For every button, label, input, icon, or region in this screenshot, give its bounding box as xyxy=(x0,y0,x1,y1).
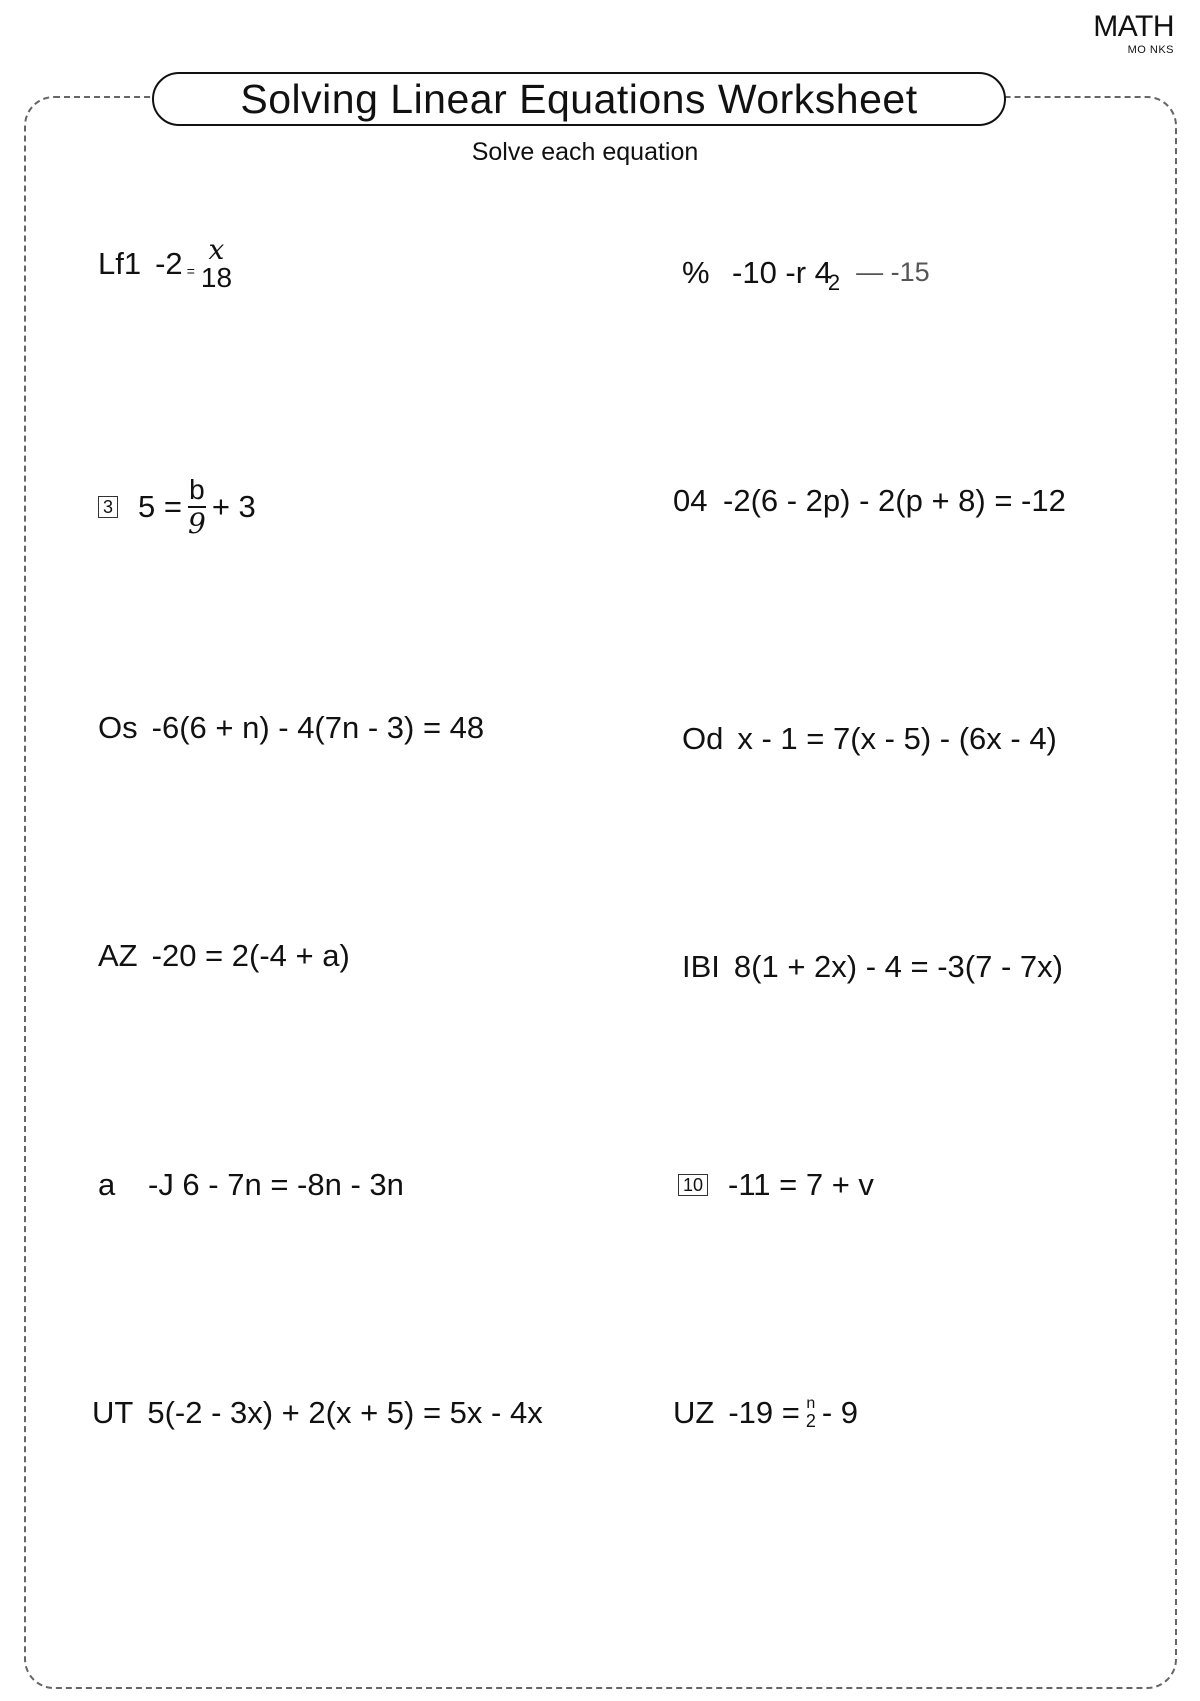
fraction-numerator: b xyxy=(189,474,205,505)
problem-12 xyxy=(673,1396,858,1430)
fraction-numerator: x xyxy=(208,233,225,266)
problem-number: Os xyxy=(98,710,138,745)
problem-4 xyxy=(673,484,1066,518)
problem-number: UT xyxy=(92,1395,134,1430)
problem-7 xyxy=(98,939,350,973)
page-title: Solving Linear Equations Worksheet xyxy=(240,75,918,122)
equation-lhs: 5 = xyxy=(138,488,182,524)
equation-rhs: — -15 xyxy=(856,257,930,288)
equation-lhs: -19 = xyxy=(728,1395,800,1430)
problem-equation: -J 6 - 7n = -8n - 3n xyxy=(148,1167,404,1202)
problem-number: 04 xyxy=(673,483,708,518)
fraction xyxy=(806,1396,816,1430)
fraction-denominator: 9 xyxy=(187,507,206,540)
problem-equation: -6(6 + n) - 4(7n - 3) = 48 xyxy=(151,710,485,745)
brand-main-text: MATH xyxy=(1093,10,1174,43)
problem-equation: 5(-2 - 3x) + 2(x + 5) = 5x - 4x xyxy=(147,1395,543,1430)
fraction xyxy=(200,233,233,293)
problem-1 xyxy=(98,233,234,293)
problem-equation xyxy=(728,1396,858,1430)
equation-subscript: 2 xyxy=(827,269,841,295)
problem-equation: -11 = 7 + v xyxy=(728,1167,874,1202)
problem-number: 3 xyxy=(98,496,118,518)
problem-equation: -2(6 - 2p) - 2(p + 8) = -12 xyxy=(723,483,1066,518)
problem-equation: 8(1 + 2x) - 4 = -3(7 - 7x) xyxy=(733,949,1063,984)
problem-equation xyxy=(732,255,930,295)
problem-equation: -20 = 2(-4 + a) xyxy=(151,938,350,973)
problem-number: 10 xyxy=(678,1174,708,1196)
brand-sub-text: MO NKS xyxy=(1127,44,1174,56)
equation-rhs: + 3 xyxy=(211,488,256,524)
problem-number: a xyxy=(98,1167,116,1202)
fraction-denominator: 2 xyxy=(805,1411,816,1432)
equation-rhs: - 9 xyxy=(821,1395,859,1430)
problem-3 xyxy=(98,476,256,538)
problem-11 xyxy=(92,1396,543,1430)
problem-equation xyxy=(155,233,234,293)
problem-9 xyxy=(98,1168,404,1202)
problem-number: IBI xyxy=(682,949,720,984)
problem-number: UZ xyxy=(673,1395,715,1430)
fraction xyxy=(188,476,206,538)
equation-lhs: -10 -r 4 xyxy=(732,255,832,290)
brand-logo xyxy=(1093,12,1174,56)
problem-number: % xyxy=(682,255,710,290)
problem-5 xyxy=(98,711,484,745)
problem-2 xyxy=(682,255,930,295)
problem-number: Od xyxy=(682,721,724,756)
problem-6 xyxy=(682,722,1057,756)
problem-10 xyxy=(678,1168,874,1202)
fraction-denominator: 18 xyxy=(200,262,233,293)
problem-equation: x - 1 = 7(x - 5) - (6x - 4) xyxy=(737,721,1057,756)
equation-lhs: -2 xyxy=(155,245,183,281)
worksheet-frame xyxy=(24,96,1177,1689)
problem-equation xyxy=(138,476,256,538)
problem-number: AZ xyxy=(98,938,138,973)
equation-mark: = xyxy=(186,263,195,280)
fraction-numerator: n xyxy=(806,1395,816,1413)
problem-number: Lf1 xyxy=(98,245,142,281)
title-banner xyxy=(152,72,1006,126)
instructions: Solve each equation xyxy=(471,138,699,166)
problem-8 xyxy=(682,950,1063,984)
